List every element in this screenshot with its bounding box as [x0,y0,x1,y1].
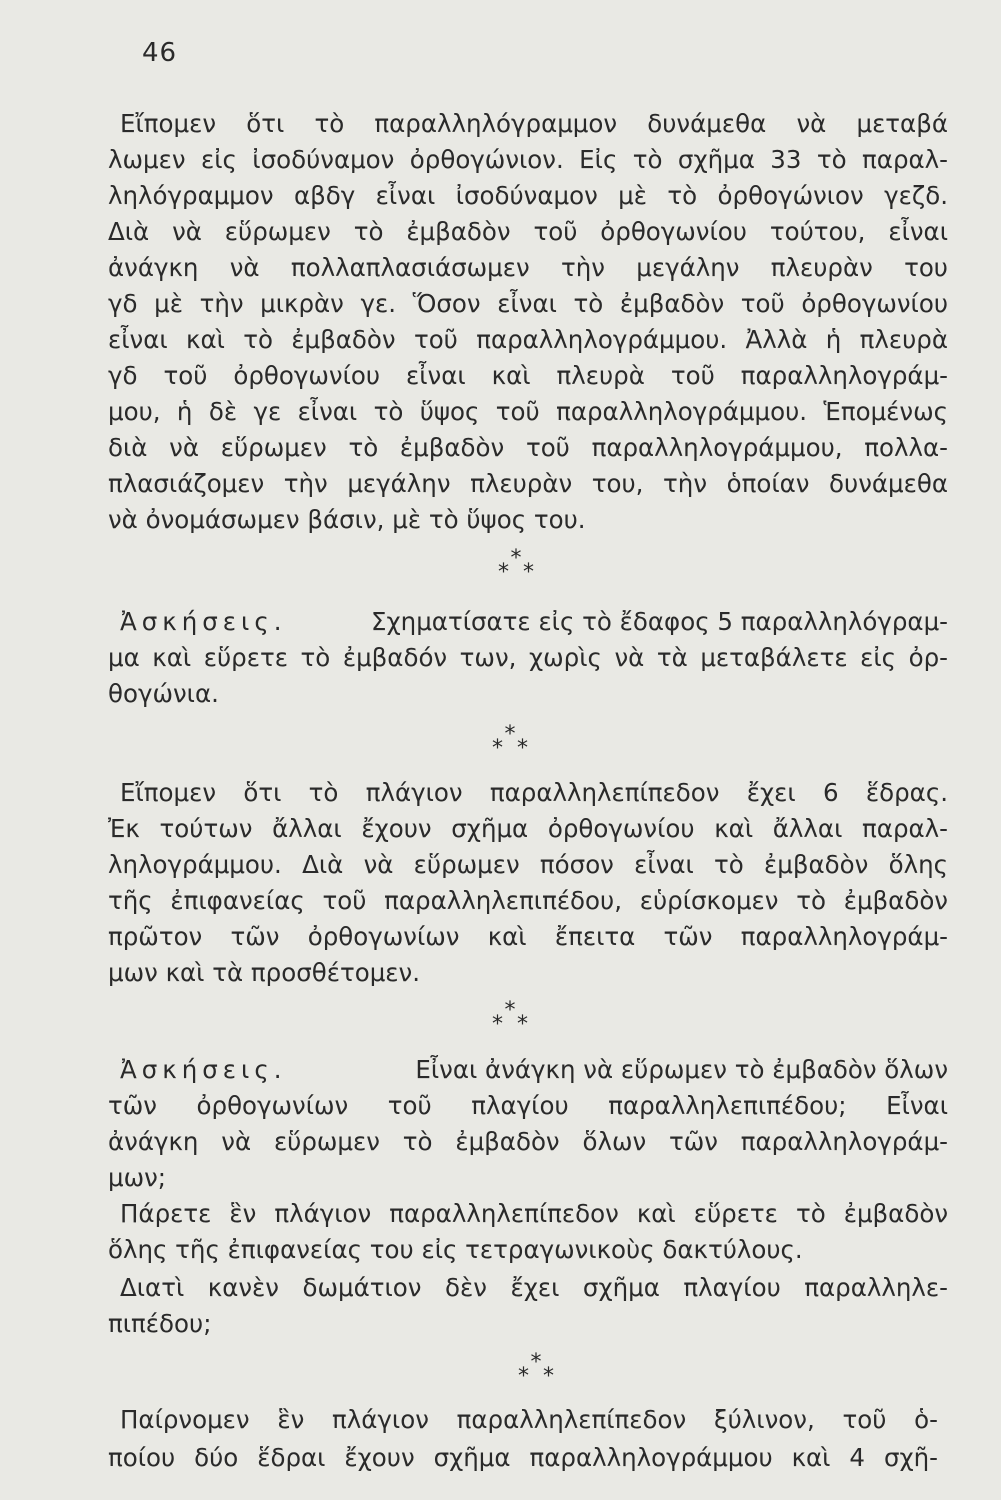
text-line: μα καὶ εὕρετε τὸ ἐμβαδόν των, χωρὶς νὰ τὰ μεταβάλετε εἰς ὀρ- [108,643,948,672]
exercise-text: Σχηματίσατε εἰς τὸ ἔδαφος 5 παραλληλόγραμ- [371,607,948,636]
text-line: θογώνια. [108,679,219,708]
text-line: μων καὶ τὰ προσθέτομεν. [108,958,421,987]
text-line: τῶν ὀρθογωνίων τοῦ πλαγίου παραλληλεπιπέδου; Εἶναι [108,1091,948,1120]
text-line: ἀνάγκη νὰ πολλαπλασιάσωμεν τὴν μεγάλην πλευρὰν του [108,253,948,282]
text-line: μου, ἡ δὲ γε εἶναι τὸ ὕψος τοῦ παραλληλογράμμου. Ἑπομένως [108,397,948,426]
text-line: πλασιάζομεν τὴν μεγάλην πλευρὰν του, τὴν ὁποίαν δυνάμεθα [108,469,948,498]
exercise-heading: Ἀσκήσεις. [120,1055,287,1084]
text-line: νὰ ὀνομάσωμεν βάσιν, μὲ τὸ ὕψος του. [108,505,586,534]
text-line: ληλογράμμου. Διὰ νὰ εὕρωμεν πόσον εἶναι τὸ ἐμβαδὸν ὅλης [108,850,948,879]
text-line: γδ τοῦ ὀρθογωνίου εἶναι καὶ πλευρὰ τοῦ παραλληλογράμ- [108,361,948,390]
text-line: Διὰ νὰ εὕρωμεν τὸ ἐμβαδὸν τοῦ ὀρθογωνίου τούτου, εἶναι [108,217,948,246]
text-line: ληλόγραμμον αβδγ εἶναι ἰσοδύναμον μὲ τὸ ὀρθογώνιον γεζδ. [108,181,948,210]
exercise-heading: Ἀσκήσεις. [120,607,287,636]
asterism-divider: * * * [492,722,528,761]
text-line: πρῶτον τῶν ὀρθογωνίων καὶ ἔπειτα τῶν παραλληλογράμ- [108,922,948,951]
text-line: ὅλης τῆς ἐπιφανείας του εἰς τετραγωνικοὺς δακτύλους. [108,1235,803,1264]
asterism-divider: * * * [518,1350,554,1389]
page-number: 46 [142,38,178,68]
text-line: εἶναι καὶ τὸ ἐμβαδὸν τοῦ παραλληλογράμμου. Ἀλλὰ ἡ πλευρὰ [108,325,948,354]
text-line: Εἴπομεν ὅτι τὸ παραλληλόγραμμον δυνάμεθα νὰ μεταβά [120,109,948,138]
text-line: ἀνάγκη νὰ εὕρωμεν τὸ ἐμβαδὸν ὅλων τῶν παραλληλογράμ- [108,1127,948,1156]
text-line: μων; [108,1163,167,1192]
text-line: Διατὶ κανὲν δωμάτιον δὲν ἔχει σχῆμα πλαγίου παραλληλε- [120,1273,948,1302]
exercise-text: Εἶναι ἀνάγκη νὰ εὕρωμεν τὸ ἐμβαδὸν ὅλων [415,1055,948,1084]
asterism-divider: * * * [498,546,534,585]
text-line: γδ μὲ τὴν μικρὰν γε. Ὅσον εἶναι τὸ ἐμβαδὸν τοῦ ὀρθογωνίου [108,289,948,318]
text-line [120,1052,948,1088]
text-line: πιπέδου; [108,1309,212,1338]
text-line: ποίου δύο ἕδραι ἔχουν σχῆμα παραλληλογράμμου καὶ 4 σχῆ- [108,1443,938,1472]
text-line: Παίρνομεν ἓν πλάγιον παραλληλεπίπεδον ξύλινον, τοῦ ὁ- [120,1405,938,1434]
text-line: Πάρετε ἓν πλάγιον παραλληλεπίπεδον καὶ εὕρετε τὸ ἐμβαδὸν [120,1199,948,1228]
asterism-divider: * * * [492,998,528,1037]
text-line: Ἐκ τούτων ἄλλαι ἔχουν σχῆμα ὀρθογωνίου καὶ ἄλλαι παραλ- [108,814,948,843]
text-line: λωμεν εἰς ἰσοδύναμον ὀρθογώνιον. Εἰς τὸ σχῆμα 33 τὸ παραλ- [108,145,948,174]
text-line [120,604,948,640]
text-line: Εἴπομεν ὅτι τὸ πλάγιον παραλληλεπίπεδον ἔχει 6 ἕδρας. [120,778,948,807]
text-line: διὰ νὰ εὕρωμεν τὸ ἐμβαδὸν τοῦ παραλληλογράμμου, πολλα- [108,433,948,462]
text-line: τῆς ἐπιφανείας τοῦ παραλληλεπιπέδου, εὑρίσκομεν τὸ ἐμβαδὸν [108,886,948,915]
